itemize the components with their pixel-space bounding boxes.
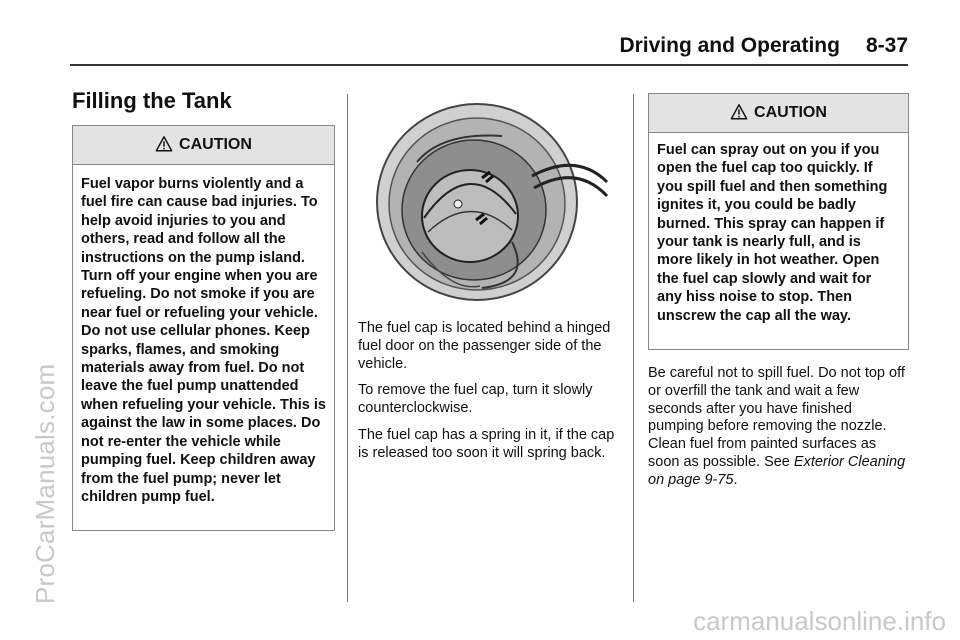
column-divider-left xyxy=(347,94,348,602)
warning-triangle-icon xyxy=(730,103,748,121)
paragraph-spill-end: . xyxy=(733,471,738,488)
paragraph-remove-cap: To remove the fuel cap, turn it slowly counterclockwise. xyxy=(358,382,593,417)
column-divider-right xyxy=(633,94,634,602)
caution-text: Fuel vapor burns violently and a fuel fire can cause bad injuries. To help avoid injuries to you and others, read and follow all the instructions on the pump island. Turn off your engine when you are refueling. Do not smoke if you are near fuel or refueling your vehicle. Do not use cellular phones. Keep sparks, flames, and smoking materials away from fuel. Do not leave the fuel pump unattended when refueling your vehicle. This is against the law in some places. Do not re-enter the vehicle while pumping fuel. Keep children away from the fuel pump; never let children pump fuel. xyxy=(81,176,326,505)
header-divider xyxy=(70,64,908,66)
section-title: Filling the Tank xyxy=(72,88,232,113)
page-number: 8-37 xyxy=(865,34,908,57)
bottom-watermark: carmanualsonline.info xyxy=(693,606,946,636)
paragraph-spill xyxy=(648,365,910,490)
caution-heading: CAUTION xyxy=(754,104,827,121)
exterior-cleaning-link[interactable]: Exterior Cleaning on page 9-75 xyxy=(648,453,906,488)
paragraph-location: The fuel cap is located behind a hinged fuel door on the passenger side of the vehicle. xyxy=(358,320,611,372)
caution-heading: CAUTION xyxy=(179,136,252,153)
page-header xyxy=(619,34,908,58)
section-name: Driving and Operating xyxy=(619,34,840,57)
caution-text: Fuel can spray out on you if you open the fuel cap too quickly. If you spill fuel and then something ignites it, you could be badly burned. This spray can happen if your tank is nearly full, and is more likely in hot weather. Open the fuel cap slowly and wait for any hiss noise to stop. Then unscrew the cap all the way. xyxy=(657,142,888,324)
caution-header xyxy=(649,94,908,133)
side-watermark: ProCarManuals.com xyxy=(30,363,60,604)
middle-column-text xyxy=(358,320,620,472)
caution-box-fuel-spray xyxy=(648,93,909,350)
caution-header xyxy=(73,126,334,165)
paragraph-spill-text: Be careful not to spill fuel. Do not top off or overfill the tank and wait a few seconds after you have finished pumping before removing the nozzle. Clean fuel from painted surfaces as soon as possible. See xyxy=(648,365,905,470)
right-column-text xyxy=(648,365,910,499)
fuel-cap-illustration-icon xyxy=(362,92,612,307)
caution-box-fuel-vapor xyxy=(72,125,335,531)
paragraph-spring: The fuel cap has a spring in it, if the cap is released too soon it will spring back. xyxy=(358,426,615,461)
warning-triangle-icon xyxy=(155,135,173,153)
